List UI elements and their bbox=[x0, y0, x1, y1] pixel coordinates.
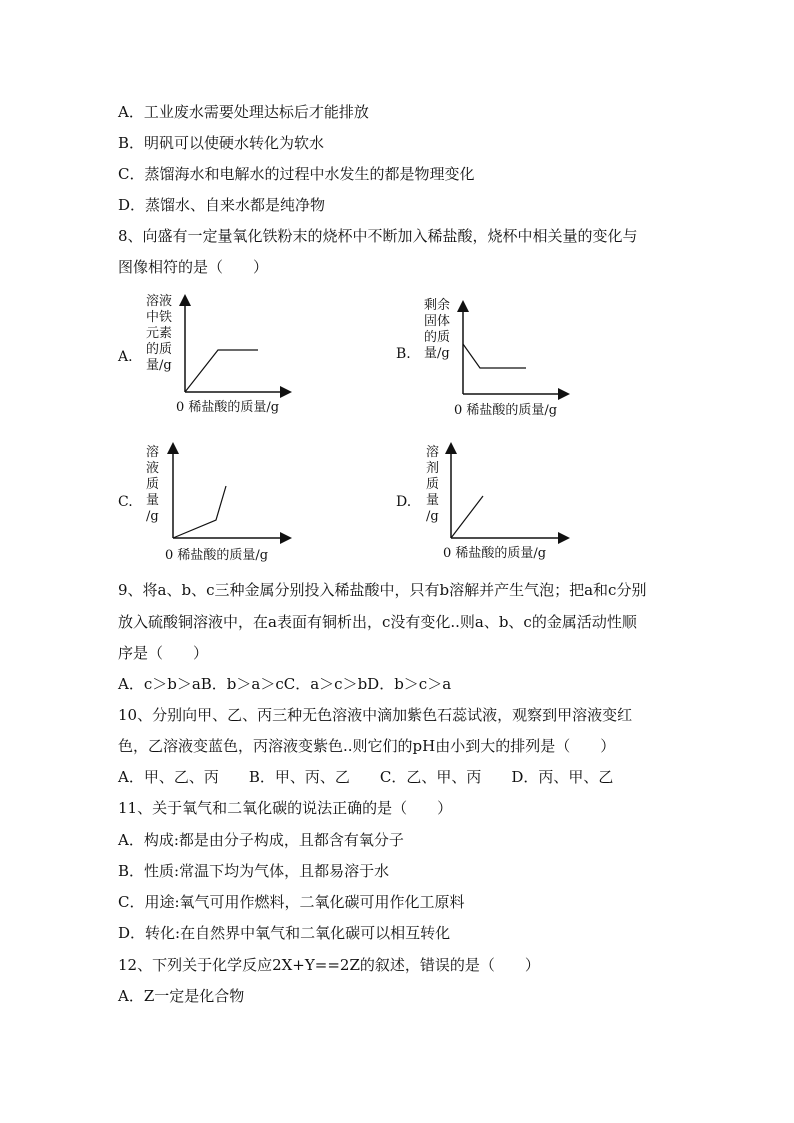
q10-options: A．甲、乙、丙 B．甲、丙、乙 C．乙、甲、丙 D．丙、甲、乙 bbox=[118, 768, 614, 786]
graph-c-option-label: C. bbox=[118, 494, 133, 510]
graph-c-ylabel: 溶 液 质 量 /g bbox=[146, 445, 160, 524]
q9-options: A．c＞b＞aB．b＞a＞cC．a＞c＞bD．b＞c＞a bbox=[118, 675, 452, 693]
graph-c-xlabel: 0 稀盐酸的质量/g bbox=[165, 548, 269, 563]
q8-graph-a bbox=[118, 292, 318, 422]
q11-option-d: D．转化:在自然界中氧气和二氧化碳可以相互转化 bbox=[118, 924, 451, 942]
q8-stem-line1: 8、向盛有一定量氧化铁粉末的烧杯中不断加入稀盐酸，烧杯中相关量的变化与 bbox=[118, 227, 638, 245]
q12-option-a: A．Z一定是化合物 bbox=[118, 987, 245, 1005]
q9-line3: 序是（ ） bbox=[118, 644, 209, 662]
q11-option-b: B．性质:常温下均为气体，且都易溶于水 bbox=[118, 862, 390, 880]
q11-option-c: C．用途:氧气可用作燃料，二氧化碳可用作化工原料 bbox=[118, 893, 465, 911]
q9-line1: 9、将a、b、c三种金属分别投入稀盐酸中，只有b溶解并产生气泡；把a和c分别 bbox=[118, 581, 647, 599]
q9-line2: 放入硫酸铜溶液中，在a表面有铜析出，c没有变化..则a、b、c的金属活动性顺 bbox=[118, 613, 637, 631]
q8-graph-d bbox=[396, 440, 596, 570]
graph-a-xlabel: 0 稀盐酸的质量/g bbox=[176, 400, 280, 415]
graph-b-ylabel: 剩余 固体 的质 量/g bbox=[424, 298, 451, 361]
q11-option-a: A．构成:都是由分子构成，且都含有氧分子 bbox=[118, 831, 404, 849]
graph-d-ylabel: 溶 剂 质 量 /g bbox=[426, 445, 440, 524]
graph-b-xlabel: 0 稀盐酸的质量/g bbox=[454, 403, 558, 418]
graph-a-curve bbox=[185, 350, 258, 392]
graph-d-xlabel: 0 稀盐酸的质量/g bbox=[443, 546, 547, 561]
graph-a-option-label: A. bbox=[118, 349, 133, 365]
graph-d-curve bbox=[451, 496, 483, 538]
q7-option-b: B．明矾可以使硬水转化为软水 bbox=[118, 134, 325, 152]
q7-option-d: D．蒸馏水、自来水都是纯净物 bbox=[118, 196, 326, 214]
graph-d-option-label: D. bbox=[396, 494, 412, 510]
q12-stem: 12、下列关于化学反应2X+Y==2Z的叙述，错误的是（ ） bbox=[118, 956, 540, 974]
graph-b-option-label: B. bbox=[396, 346, 411, 362]
q10-line1: 10、分别向甲、乙、丙三种无色溶液中滴加紫色石蕊试液，观察到甲溶液变红 bbox=[118, 706, 633, 724]
q11-stem: 11、关于氧气和二氧化碳的说法正确的是（ ） bbox=[118, 799, 453, 817]
graph-b-curve bbox=[463, 344, 526, 368]
q8-stem-line2: 图像相符的是（ ） bbox=[118, 258, 269, 276]
graph-c-curve bbox=[173, 486, 226, 538]
q8-graph-c bbox=[118, 440, 318, 570]
q7-option-a: A．工业废水需要处理达标后才能排放 bbox=[118, 103, 369, 121]
graph-a-ylabel: 溶液 中铁 元素 的质 量/g bbox=[146, 294, 173, 373]
q10-line2: 色，乙溶液变蓝色，丙溶液变紫色..则它们的pH由小到大的排列是（ ） bbox=[118, 737, 616, 755]
q8-graph-b bbox=[396, 296, 596, 426]
q7-option-c: C．蒸馏海水和电解水的过程中水发生的都是物理变化 bbox=[118, 165, 475, 183]
